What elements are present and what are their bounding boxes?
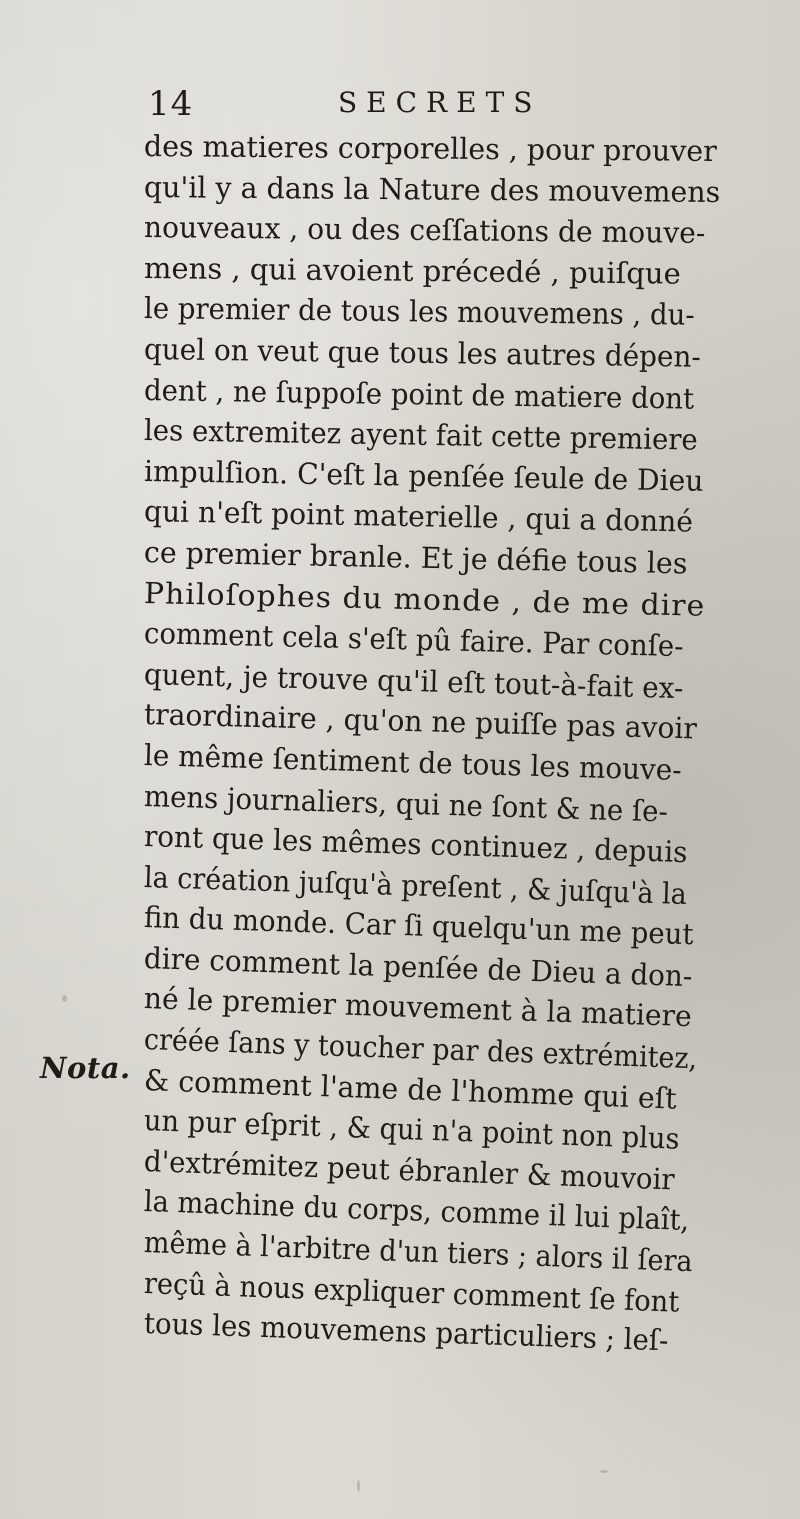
text-line: d'extrémitez peut ébranler & mouvoir	[143, 1143, 676, 1197]
text-line: Philoſophes du monde , de me dire	[143, 575, 706, 623]
page-number: 14	[148, 84, 194, 124]
text-line: mens journaliers, qui ne ſont & ne ſe-	[143, 778, 669, 829]
text-line: quent, je trouve qu'il eſt tout-à-fait ex-	[143, 656, 684, 705]
text-line: le premier de tous les mouvemens , du-	[143, 291, 695, 333]
text-line: la création juſqu'à preſent , & juſqu'à la	[143, 859, 688, 911]
text-line: mens , qui avoient précedé , puiſque	[143, 250, 681, 291]
text-line: impulſion. C'eſt la penſée ſeule de Dieu	[143, 453, 704, 498]
text-line: quel on veut que tous les autres dépen-	[143, 331, 702, 374]
text-line: la machine du corps, comme il lui plaît,	[143, 1184, 690, 1238]
paper-speck	[62, 995, 67, 1002]
page-header	[148, 84, 588, 128]
text-line: nouveaux , ou des ceſſations de mouve-	[143, 210, 706, 251]
text-line: ront que les mêmes continuez , depuis	[143, 819, 688, 870]
text-line: reçû à nous expliquer comment ſe font	[143, 1265, 680, 1319]
text-line: dent , ne ſuppoſe point de matiere dont	[143, 372, 695, 416]
text-line: comment cela s'eſt pû faire. Par conſe-	[143, 616, 684, 664]
paper-speck	[600, 1470, 608, 1473]
text-line: les extremitez ayent fait cette premiere	[143, 413, 699, 457]
running-head: SECRETS	[338, 86, 542, 119]
text-line: le même ſentiment de tous les mouve-	[143, 737, 683, 787]
text-line: des matieres corporelles , pour prouver	[143, 129, 717, 168]
body-text	[143, 126, 794, 1358]
text-line: un pur eſprit , & qui n'a point non plus	[143, 1103, 681, 1156]
text-line: même à l'arbitre d'un tiers ; alors il ſera	[143, 1225, 694, 1279]
paper-speck	[357, 1480, 360, 1492]
text-line: né le premier mouvement à la matiere	[143, 981, 693, 1034]
text-line: fin du monde. Car ſi quelqu'un me peut	[143, 900, 695, 952]
text-line: & comment l'ame de l'homme qui eſt	[143, 1062, 678, 1116]
margin-note: Nota.	[40, 1051, 131, 1085]
text-line: dire comment la penſée de Dieu a don-	[143, 940, 693, 994]
text-line: qu'il y a dans la Nature des mouvemens	[143, 169, 721, 209]
text-line: ce premier branle. Et je défie tous les	[143, 534, 688, 581]
text-line: traordinaire , qu'on ne puiſſe pas avoir	[143, 697, 698, 746]
text-line: qui n'eſt point materielle , qui a donné	[143, 494, 694, 539]
text-line: tous les mouvemens particuliers ; leſ-	[143, 1306, 669, 1358]
text-line: créée ſans y toucher par des extrémitez,	[143, 1022, 698, 1076]
